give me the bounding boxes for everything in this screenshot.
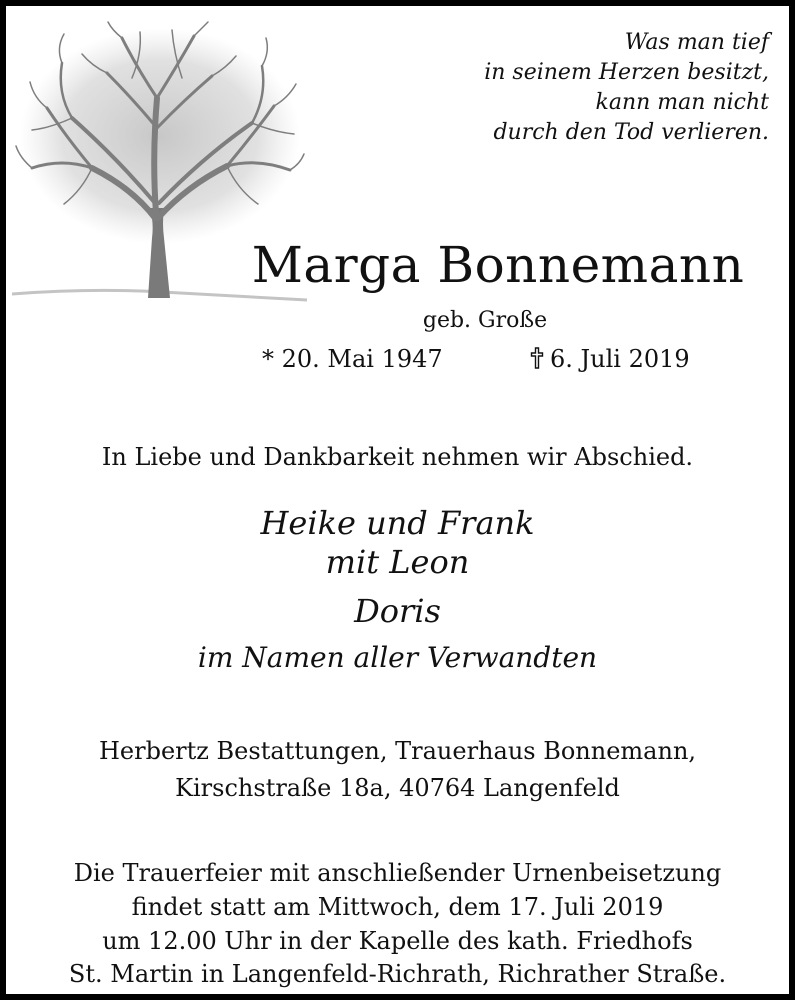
quote-line: durch den Tod verlieren. <box>493 120 769 145</box>
memorial-quote <box>484 28 769 148</box>
service-line: findet statt am Mittwoch, dem 17. Juli 2019 <box>131 893 664 921</box>
quote-line: Was man tief <box>624 30 769 55</box>
cross-icon <box>530 347 544 369</box>
death-date: 6. Juli 2019 <box>550 345 690 373</box>
service-line: St. Martin in Langenfeld-Richrath, Richrather Straße. <box>68 960 727 988</box>
quote-line: in seinem Herzen besitzt, <box>484 60 769 85</box>
family-line: Doris <box>354 592 441 630</box>
deceased-name: Marga Bonnemann <box>251 236 745 294</box>
family-line: im Namen aller Verwandten <box>197 641 598 674</box>
family-line: mit Leon <box>325 543 470 581</box>
undertaker-line: Kirschstraße 18a, 40764 Langenfeld <box>175 774 620 802</box>
farewell-text: In Liebe und Dankbarkeit nehmen wir Abschied. <box>101 443 694 471</box>
birth-date: * 20. Mai 1947 <box>262 345 443 373</box>
service-line: Die Trauerfeier mit anschließender Urnenbeisetzung <box>73 859 722 887</box>
family-line: Heike und Frank <box>260 504 535 542</box>
quote-line: kann man nicht <box>595 90 769 115</box>
undertaker-line: Herbertz Bestattungen, Trauerhaus Bonnemann, <box>98 737 697 765</box>
birth-name: geb. Große <box>422 308 548 333</box>
death-date-group <box>530 342 690 376</box>
service-line: um 12.00 Uhr in der Kapelle des kath. Friedhofs <box>102 927 693 955</box>
